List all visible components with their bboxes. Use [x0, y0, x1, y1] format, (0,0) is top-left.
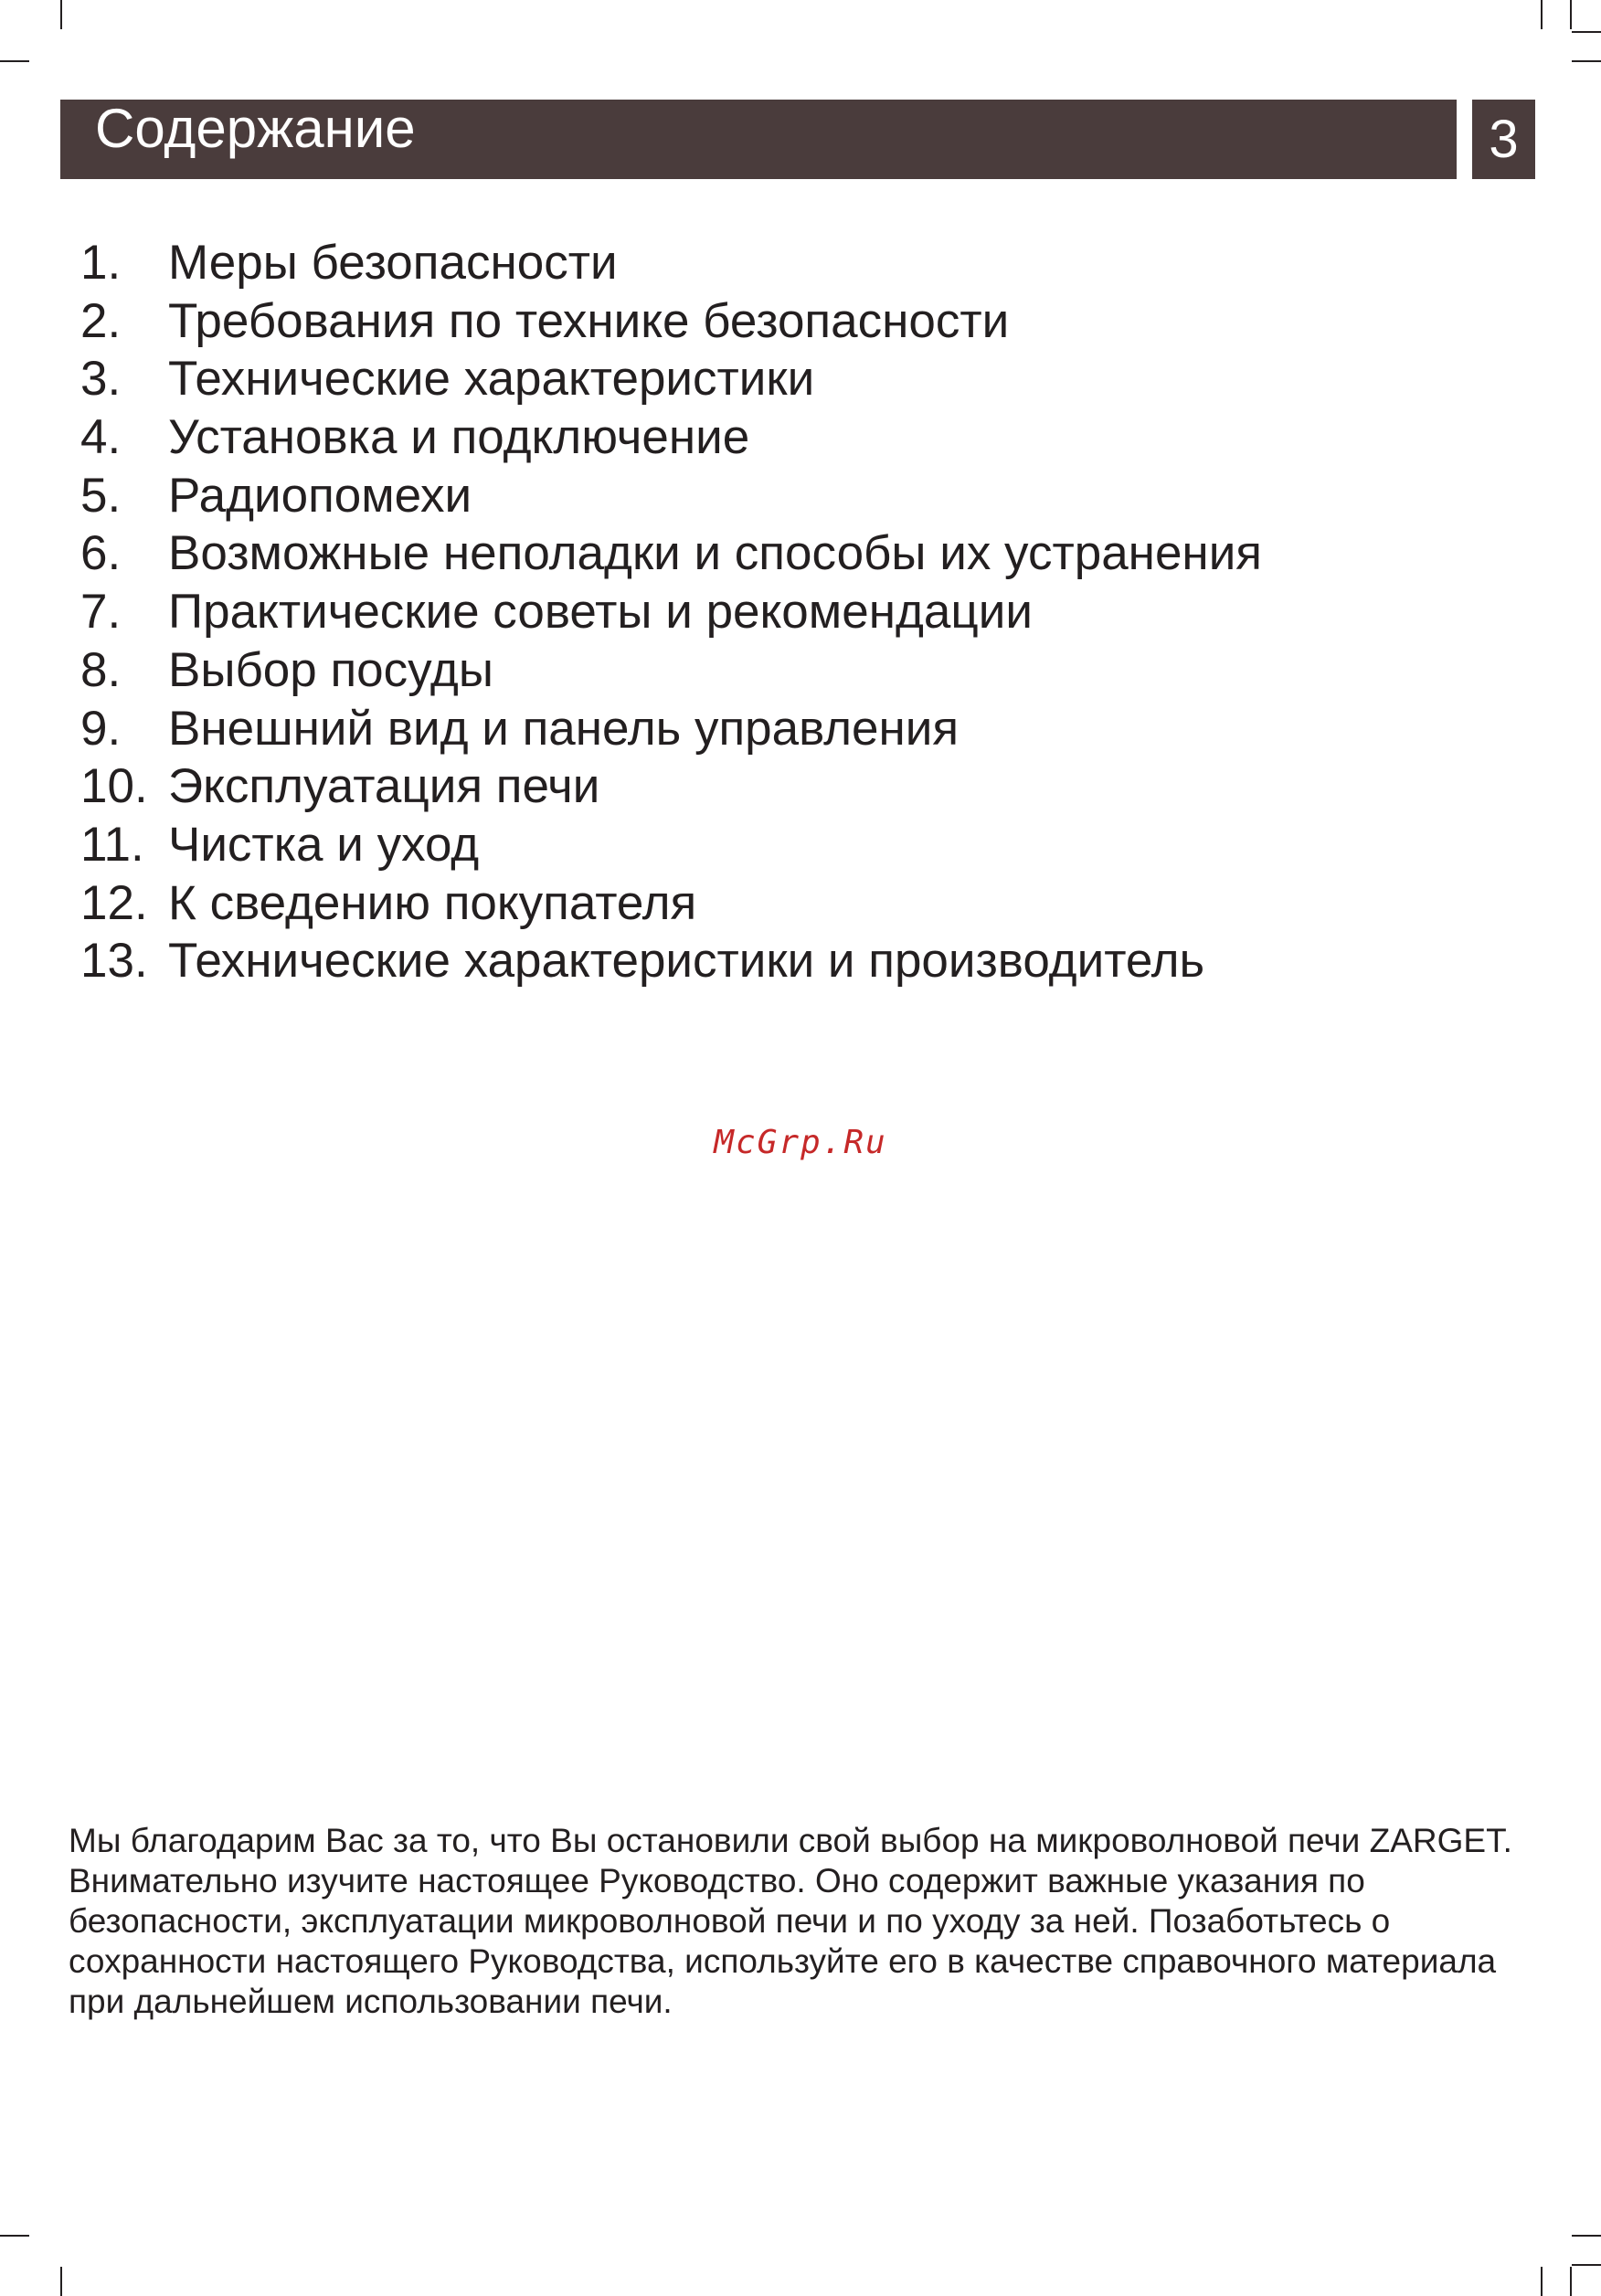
crop-mark-top-right-v2: [1570, 0, 1572, 29]
toc-item-number: 11.: [80, 817, 144, 872]
crop-mark-top-left-h: [0, 60, 29, 62]
toc-item-number: 1.: [80, 236, 122, 290]
crop-mark-top-right-h: [1572, 31, 1601, 33]
toc-item-label: Требования по технике безопасности: [168, 293, 1010, 348]
toc-item: [80, 350, 1262, 408]
toc-item: [80, 757, 1262, 816]
toc-item: [80, 932, 1262, 990]
crop-mark-top-right-h2: [1572, 60, 1601, 62]
toc-item-label: Практические советы и рекомендации: [168, 585, 1033, 640]
toc-item-number: 6.: [80, 526, 122, 581]
toc-item-label: Меры безопасности: [168, 236, 618, 290]
toc-item-label: Возможные неполадки и способы их устранения: [168, 526, 1263, 581]
toc-item-number: 12.: [80, 875, 148, 930]
page-number-box: [1472, 100, 1535, 179]
table-of-contents: [80, 234, 1262, 990]
page-title: Содержание: [95, 98, 416, 159]
crop-mark-bottom-left-v: [60, 2267, 62, 2296]
toc-item: [80, 583, 1262, 641]
toc-item-label: Эксплуатация печи: [168, 759, 600, 814]
toc-item-number: 4.: [80, 410, 122, 465]
header-bar: [60, 100, 1457, 179]
toc-item-label: Установка и подключение: [168, 410, 750, 465]
toc-item-label: Радиопомехи: [168, 468, 472, 523]
toc-item: [80, 467, 1262, 525]
toc-item-number: 5.: [80, 468, 122, 523]
intro-text: [69, 1821, 1531, 2022]
page-number: 3: [1489, 110, 1519, 169]
toc-item-number: 10.: [80, 759, 148, 814]
crop-mark-top-right-v: [1541, 0, 1543, 29]
toc-item: [80, 408, 1262, 467]
toc-item: [80, 641, 1262, 700]
toc-item-number: 13.: [80, 934, 148, 989]
toc-item: [80, 292, 1262, 351]
toc-item: [80, 524, 1262, 583]
toc-item-label: Внешний вид и панель управления: [168, 701, 960, 756]
intro-paragraph-1: Мы благодарим Вас за то, что Вы остановили свой выбор на микроволновой печи ZARGET.: [69, 1822, 1512, 1859]
toc-item-label: Технические характеристики: [168, 352, 815, 407]
toc-item-number: 9.: [80, 701, 122, 756]
toc-item: [80, 700, 1262, 758]
toc-item: [80, 234, 1262, 292]
toc-item: [80, 874, 1262, 933]
watermark: McGrp.Ru: [714, 1124, 887, 1161]
crop-mark-bottom-right-h2: [1572, 2264, 1601, 2266]
crop-mark-bottom-right-h: [1572, 2235, 1601, 2237]
crop-mark-bottom-right-v2: [1570, 2267, 1572, 2296]
toc-item-number: 7.: [80, 585, 122, 640]
toc-item-number: 3.: [80, 352, 122, 407]
toc-item-label: Выбор посуды: [168, 642, 493, 697]
toc-item: [80, 816, 1262, 874]
crop-mark-bottom-right-v: [1541, 2267, 1543, 2296]
intro-paragraph-2: Внимательно изучите настоящее Руководство. Оно содержит важные указания по безопасности, эксплуатации микроволновой печи и по уходу за ней. Позаботьтесь о сохранности настоящего Руководства, используйте его в качестве справочного материала при дальнейшем использовании печи.: [69, 1862, 1497, 2020]
toc-item-label: Технические характеристики и производитель: [168, 934, 1205, 989]
toc-item-number: 8.: [80, 642, 122, 697]
toc-item-number: 2.: [80, 293, 122, 348]
crop-mark-bottom-left-h: [0, 2235, 29, 2237]
crop-mark-top-left-v: [60, 0, 62, 29]
toc-item-label: Чистка и уход: [168, 817, 480, 872]
toc-item-label: К сведению покупателя: [168, 875, 697, 930]
